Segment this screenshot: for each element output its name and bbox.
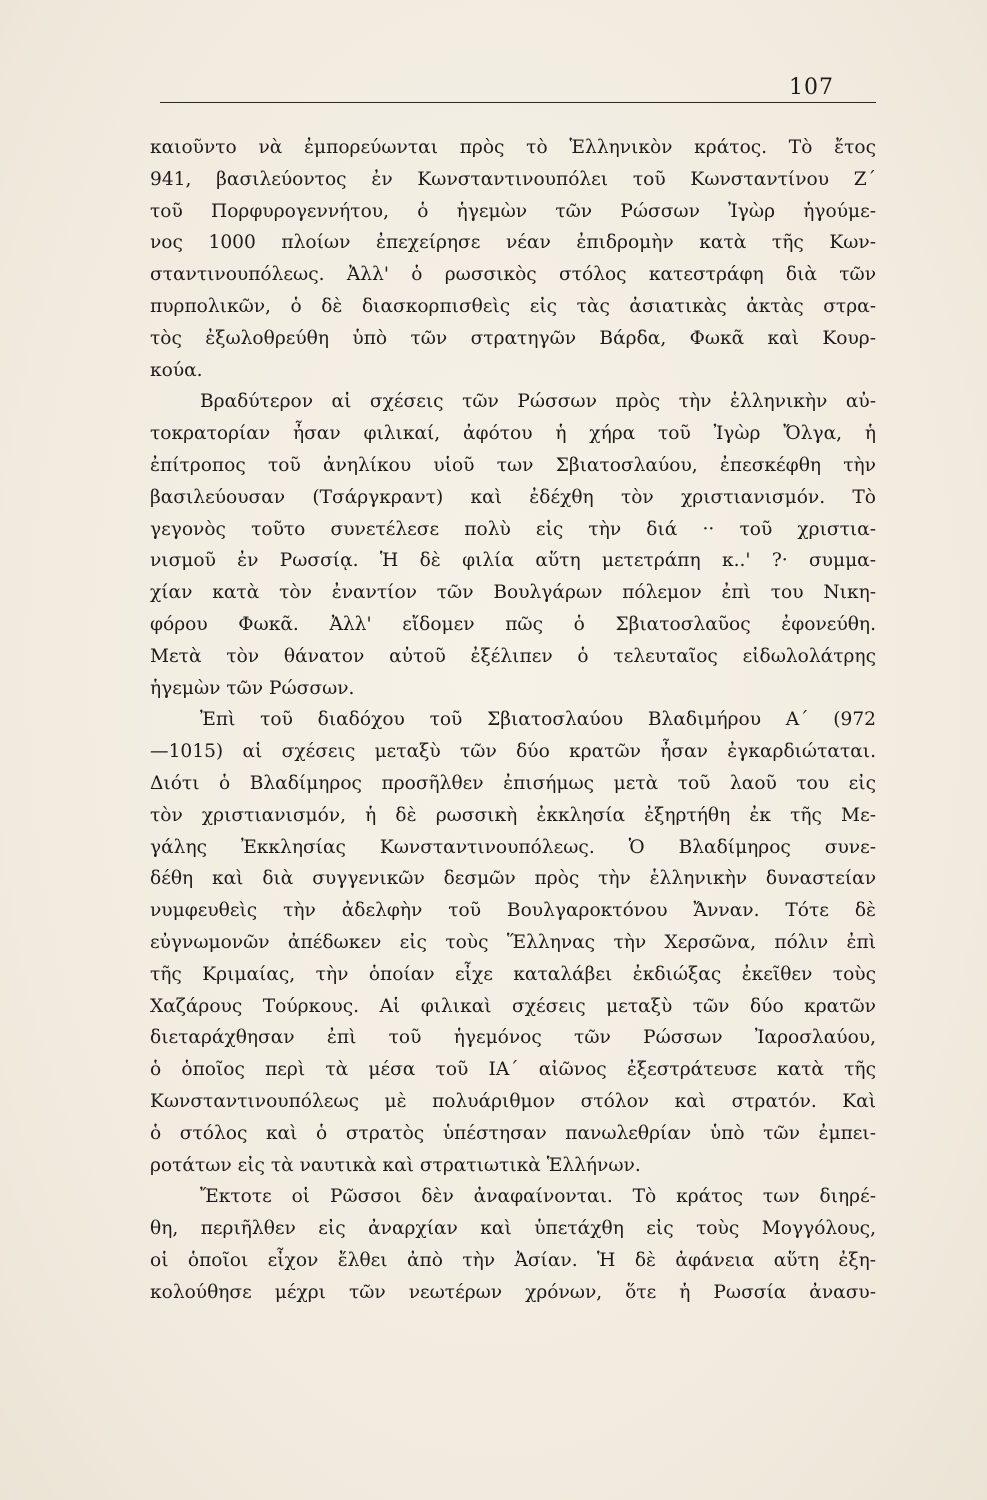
- text-line: ροτάτων εἰς τὰ ναυτικὰ καὶ στρατιωτικὰ Ἑλλήνων.: [150, 1154, 641, 1176]
- text-line: τοκρατορίαν ἦσαν φιλικαί, ἀφότου ἡ χήρα τοῦ Ἰγὼρ Ὄλγα, ἡ: [150, 423, 876, 445]
- text-line: Ἐπὶ τοῦ διαδόχου τοῦ Σβιατοσλαύου Βλαδιμήρου Α΄ (972: [200, 709, 876, 731]
- text-line: ὁ ὁποῖος περὶ τὰ μέσα τοῦ ΙΑ΄ αἰῶνος ἐξεστράτευσε κατὰ τῆς: [150, 1059, 876, 1081]
- text-line: τὸς ἐξωλοθρεύθη ὑπὸ τῶν στρατηγῶν Βάρδα, Φωκᾶ καὶ Κουρ-: [150, 327, 876, 349]
- text-line: Μετὰ τὸν θάνατον αὐτοῦ ἐξέλιπεν ὁ τελευταῖος εἰδωλολάτρης: [150, 645, 876, 667]
- text-line: κούα.: [150, 359, 203, 381]
- text-line: ἡγεμὼν τῶν Ρώσσων.: [150, 677, 355, 699]
- text-line: 941, βασιλεύοντος ἐν Κωνσταντινουπόλει τοῦ Κωνσταντίνου Ζ΄: [150, 168, 876, 190]
- text-line: φόρου Φωκᾶ. Ἀλλ' εἴδομεν πῶς ὁ Σβιατοσλαῦος ἐφονεύθη.: [150, 613, 876, 635]
- header-rule: [160, 102, 876, 103]
- text-line: οἱ ὁποῖοι εἶχον ἔλθει ἀπὸ τὴν Ἀσίαν. Ἡ δὲ ἀφάνεια αὕτη ἐξη-: [150, 1249, 876, 1271]
- text-line: σταντινουπόλεως. Ἀλλ' ὁ ρωσσικὸς στόλος κατεστράφη διὰ τῶν: [150, 264, 876, 286]
- text-line: νος 1000 πλοίων ἐπεχείρησε νέαν ἐπιδρομὴν κατὰ τῆς Κων-: [150, 232, 876, 254]
- text-line: ἐπίτροπος τοῦ ἀνηλίκου υἱοῦ των Σβιατοσλαύου, ἐπεσκέφθη τὴν: [150, 454, 876, 476]
- text-line: Κωνσταντινουπόλεως μὲ πολυάριθμον στόλον καὶ στρατόν. Καὶ: [150, 1090, 876, 1112]
- page-number: 107: [789, 75, 834, 100]
- text-line: γάλης Ἐκκλησίας Κωνσταντινουπόλεως. Ὁ Βλαδίμηρος συνε-: [150, 836, 876, 858]
- text-line: κολούθησε μέχρι τῶν νεωτέρων χρόνων, ὅτε ἡ Ρωσσία ἀνασυ-: [150, 1281, 876, 1303]
- text-line: Ἔκτοτε οἱ Ρῶσσοι δὲν ἀναφαίνονται. Τὸ κράτος των διηρέ-: [200, 1186, 876, 1208]
- text-line: διεταράχθησαν ἐπὶ τοῦ ἡγεμόνος τῶν Ρώσσων Ἰαροσλαύου,: [150, 1027, 876, 1049]
- text-line: τὸν χριστιανισμόν, ἡ δὲ ρωσσικὴ ἐκκλησία ἐξηρτήθη ἐκ τῆς Με-: [150, 804, 876, 826]
- text-line: γεγονὸς τοῦτο συνετέλεσε πολὺ εἰς τὴν διά ·· τοῦ χριστια-: [150, 518, 876, 540]
- text-line: βασιλεύουσαν (Τσάργκραντ) καὶ ἐδέχθη τὸν χριστιανισμόν. Τὸ: [150, 486, 876, 508]
- text-line: ὁ στόλος καὶ ὁ στρατὸς ὑπέστησαν πανωλεθρίαν ὑπὸ τῶν ἐμπει-: [150, 1122, 876, 1144]
- text-line: καιοῦντο νὰ ἐμπορεύωνται πρὸς τὸ Ἑλληνικὸν κράτος. Τὸ ἔτος: [150, 137, 876, 158]
- text-line: Χαζάρους Τούρκους. Αἱ φιλικαὶ σχέσεις μεταξὺ τῶν δύο κρατῶν: [150, 995, 876, 1017]
- text-line: τῆς Κριμαίας, τὴν ὁποίαν εἶχε καταλάβει ἐκδιώξας ἐκεῖθεν τοὺς: [150, 963, 876, 985]
- text-line: εὐγνωμονῶν ἀπέδωκεν εἰς τοὺς Ἕλληνας τὴν Χερσῶνα, πόλιν ἐπὶ: [150, 931, 876, 953]
- text-line: —1015) αἱ σχέσεις μεταξὺ τῶν δύο κρατῶν ἦσαν ἐγκαρδιώταται.: [150, 741, 876, 763]
- text-line: νισμοῦ ἐν Ρωσσίᾳ. Ἡ δὲ φιλία αὕτη μετετράπη κ..' ?· συμμα-: [150, 550, 876, 572]
- text-line: Διότι ὁ Βλαδίμηρος προσῆλθεν ἐπισήμως μετὰ τοῦ λαοῦ του εἰς: [150, 772, 876, 794]
- text-line: νυμφευθεὶς τὴν ἀδελφὴν τοῦ Βουλγαροκτόνου Ἄνναν. Τότε δὲ: [150, 900, 876, 922]
- text-line: θη, περιῆλθεν εἰς ἀναρχίαν καὶ ὑπετάχθη εἰς τοὺς Μογγόλους,: [150, 1218, 876, 1240]
- body-text: [150, 132, 876, 1308]
- text-line: Βραδύτερον αἱ σχέσεις τῶν Ρώσσων πρὸς τὴν ἑλληνικὴν αὐ-: [200, 391, 876, 413]
- text-line: δέθη καὶ διὰ συγγενικῶν δεσμῶν πρὸς τὴν ἑλληνικὴν δυναστείαν: [150, 868, 876, 890]
- text-line: πυρπολικῶν, ὁ δὲ διασκορπισθεὶς εἰς τὰς ἀσιατικὰς ἀκτὰς στρα-: [150, 295, 876, 317]
- text-line: τοῦ Πορφυρογεννήτου, ὁ ἡγεμὼν τῶν Ρώσσων Ἰγὼρ ἡγούμε-: [150, 200, 876, 222]
- text-line: χίαν κατὰ τὸν ἐναντίον τῶν Βουλγάρων πόλεμον ἐπὶ του Νικη-: [150, 582, 876, 604]
- page-header: [160, 70, 876, 110]
